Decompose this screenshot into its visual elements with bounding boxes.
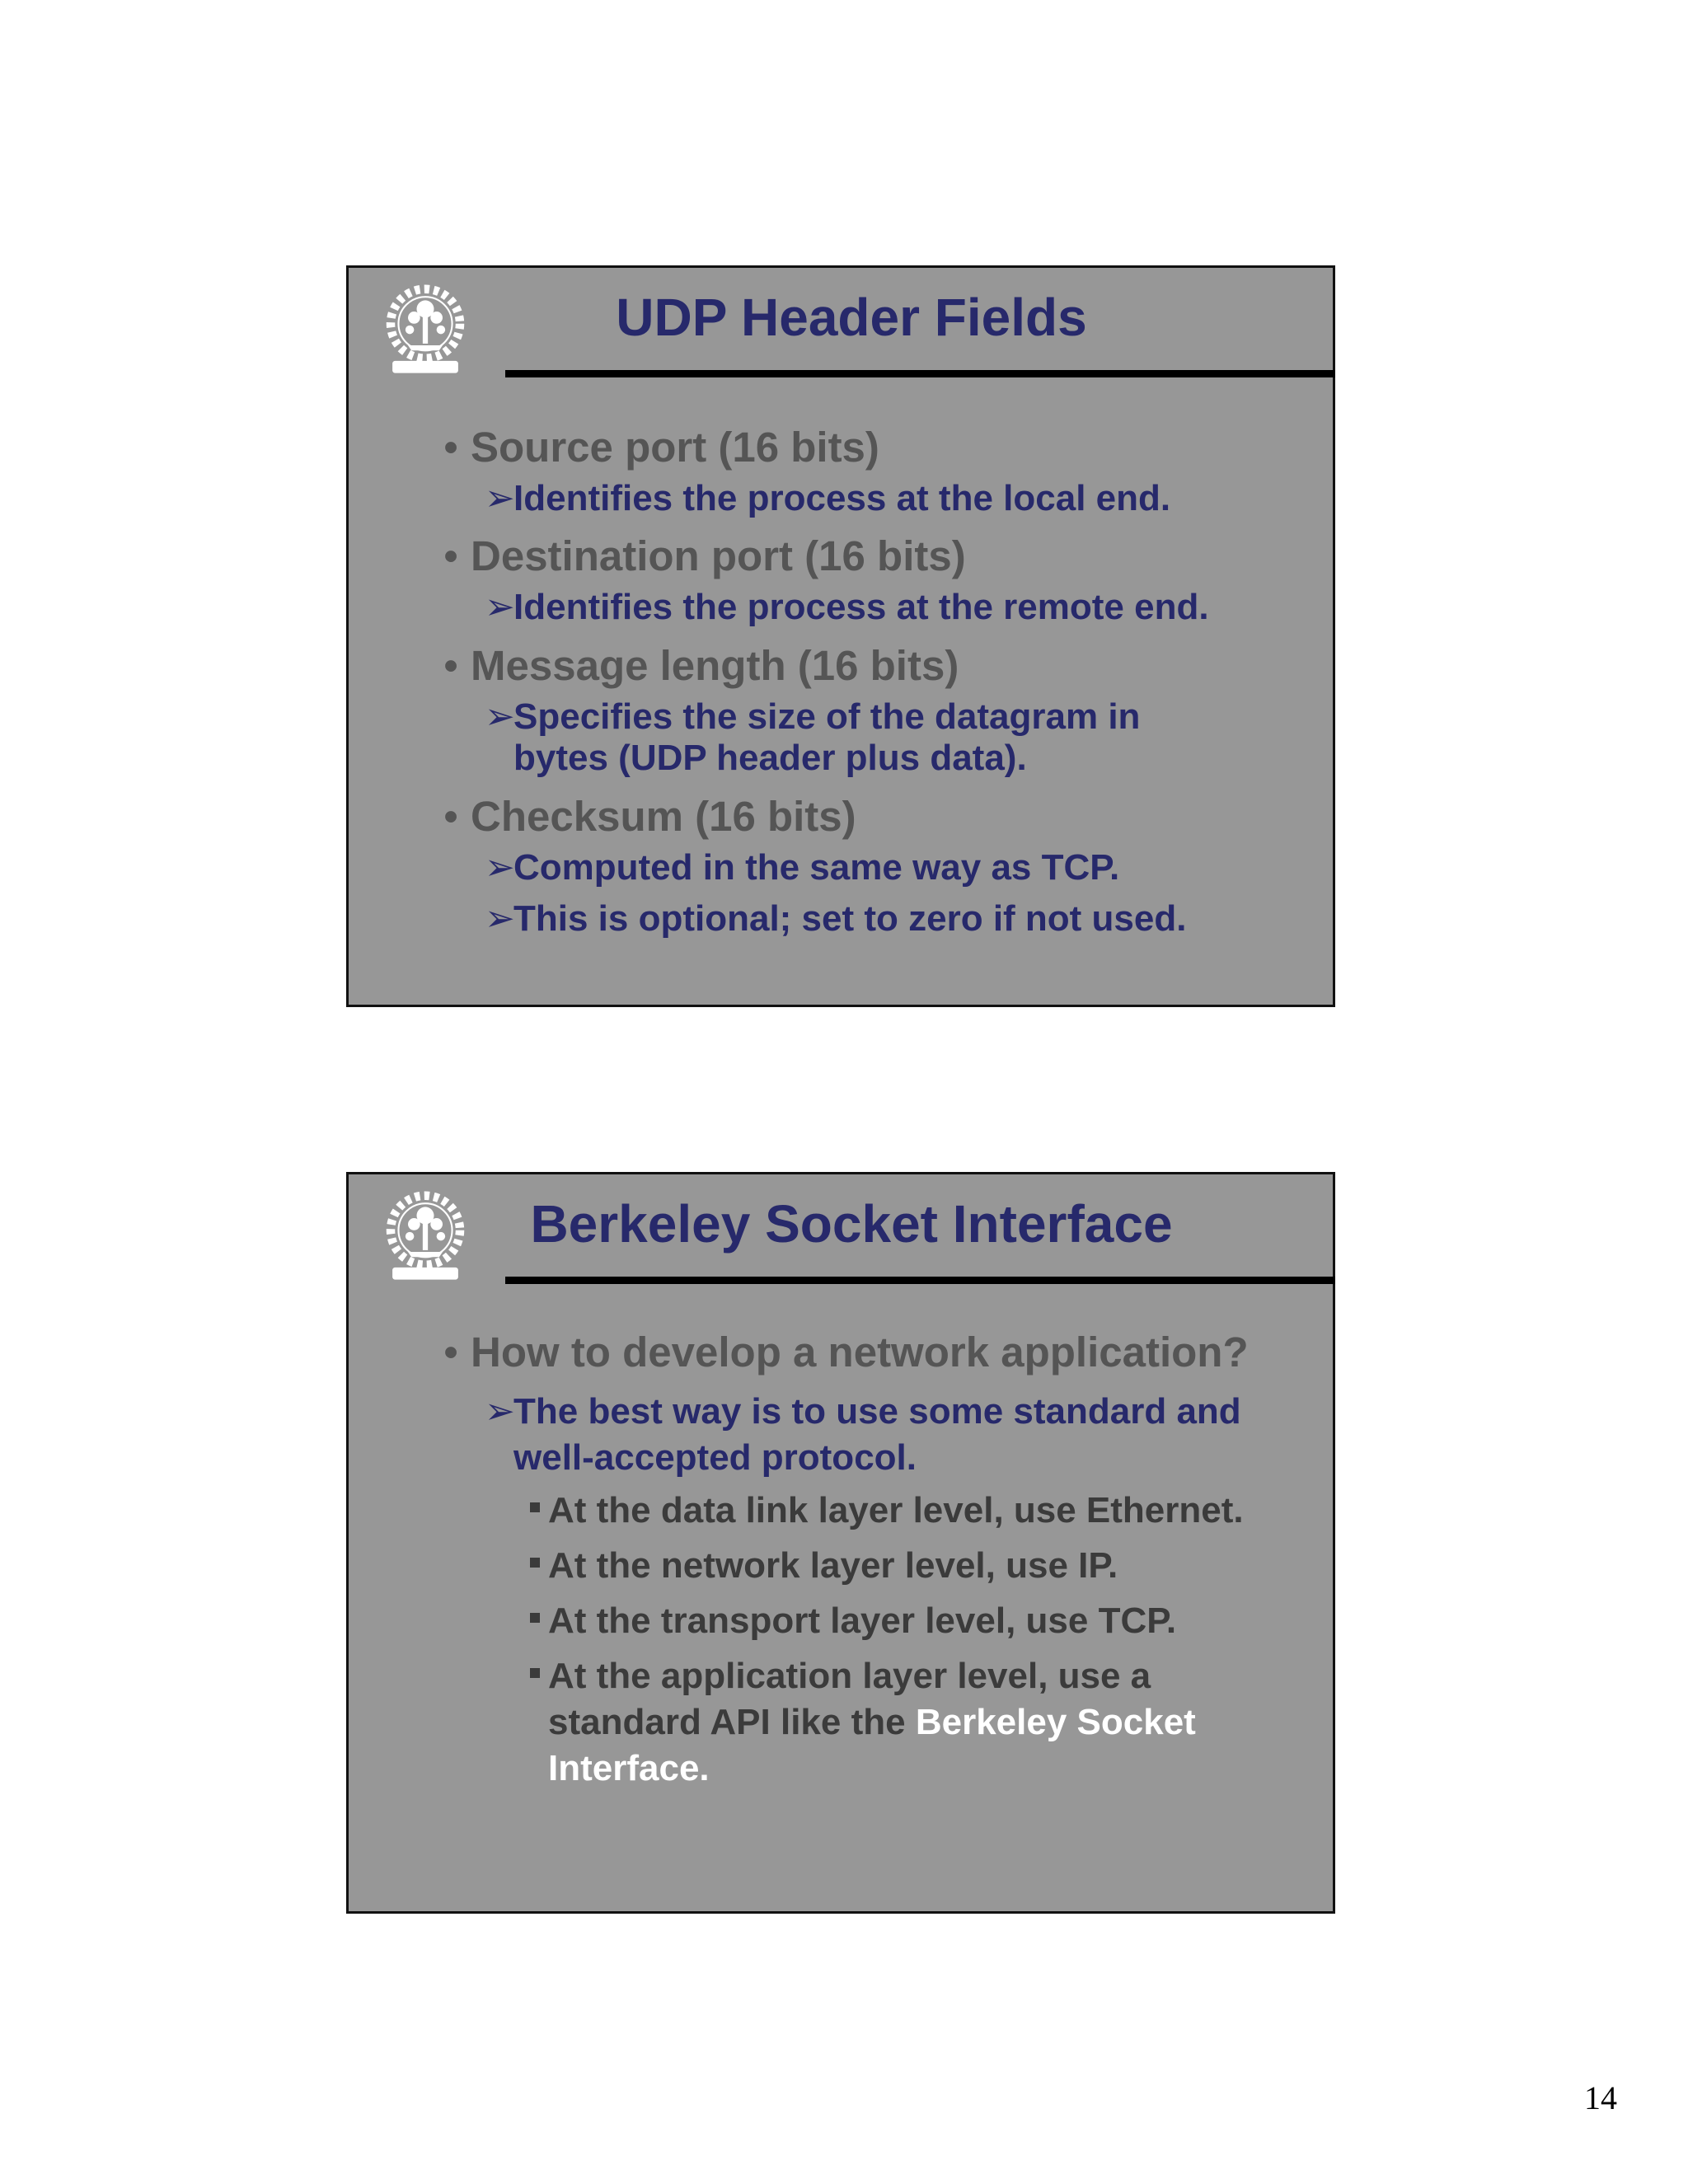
title-underline	[505, 1277, 1335, 1284]
bullet-item	[431, 532, 966, 581]
sub-sub-bullet-item	[530, 1488, 1244, 1534]
dot-bullet-icon: •	[443, 793, 458, 840]
arrowhead-bullet-icon: ➢	[485, 847, 515, 888]
dot-bullet-icon: •	[443, 424, 458, 471]
highlighted-term: Berkeley Socket Interface.	[548, 1702, 1196, 1788]
arrowhead-bullet-icon: ➢	[485, 478, 515, 518]
arrowhead-bullet-icon: ➢	[485, 587, 515, 627]
sub-bullet-item	[485, 696, 1210, 779]
bullet-item	[431, 792, 856, 841]
sub-bullet-item	[485, 847, 1119, 888]
arrowhead-bullet-icon: ➢	[485, 696, 515, 737]
sub-bullet-item	[485, 1389, 1305, 1481]
dot-bullet-icon: •	[443, 532, 458, 579]
bullet-item	[431, 423, 879, 472]
sub-bullet-item	[485, 587, 1209, 628]
square-bullet-icon	[530, 1558, 540, 1568]
sub-bullet-item	[485, 898, 1186, 940]
sub-sub-bullet-text: At the application layer level, use a standard API like the	[548, 1656, 1151, 1742]
sub-bullet-text: Computed in the same way as TCP.	[513, 847, 1120, 888]
page-number: 14	[1584, 2079, 1617, 2116]
slide-title: UDP Header Fields	[616, 288, 1087, 347]
arrowhead-bullet-icon: ➢	[485, 898, 515, 939]
sub-bullet-text: The best way is to use some standard and well-accepted protocol.	[513, 1391, 1241, 1478]
sub-bullet-text: Identifies the process at the remote end.	[513, 587, 1209, 627]
arrowhead-bullet-icon: ➢	[485, 1391, 515, 1432]
slide-berkeley-socket-interface	[346, 1172, 1335, 1914]
square-bullet-icon	[530, 1613, 540, 1623]
bullet-text: Checksum (16 bits)	[471, 793, 856, 840]
sub-sub-bullet-item	[530, 1543, 1118, 1589]
sub-sub-bullet-item	[530, 1653, 1257, 1792]
bullet-text: How to develop a network application?	[471, 1329, 1249, 1376]
institute-emblem-logo	[373, 276, 477, 380]
sub-sub-bullet-text: At the transport layer level, use TCP.	[548, 1601, 1177, 1641]
sub-bullet-item	[485, 478, 1170, 519]
dot-bullet-icon: •	[443, 1329, 458, 1376]
sub-sub-bullet-text: At the data link layer level, use Ethernet.	[548, 1490, 1244, 1530]
bullet-item	[431, 641, 959, 691]
sub-sub-bullet-text: At the network layer level, use IP.	[548, 1545, 1118, 1586]
sub-sub-bullet-item	[530, 1598, 1176, 1644]
bullet-item	[431, 1328, 1249, 1377]
sub-bullet-text: This is optional; set to zero if not used.	[513, 898, 1187, 939]
slide-title: Berkeley Socket Interface	[530, 1194, 1173, 1254]
institute-emblem-logo	[373, 1183, 477, 1286]
bullet-text: Destination port (16 bits)	[471, 532, 966, 579]
square-bullet-icon	[530, 1502, 540, 1512]
title-underline	[505, 370, 1335, 377]
sub-bullet-text: Specifies the size of the datagram in bytes (UDP header plus data).	[513, 696, 1141, 778]
bullet-text: Message length (16 bits)	[471, 642, 959, 689]
bullet-text: Source port (16 bits)	[471, 424, 879, 471]
square-bullet-icon	[530, 1668, 540, 1678]
sub-bullet-text: Identifies the process at the local end.	[513, 478, 1171, 518]
slide-udp-header-fields	[346, 265, 1335, 1007]
dot-bullet-icon: •	[443, 642, 458, 689]
